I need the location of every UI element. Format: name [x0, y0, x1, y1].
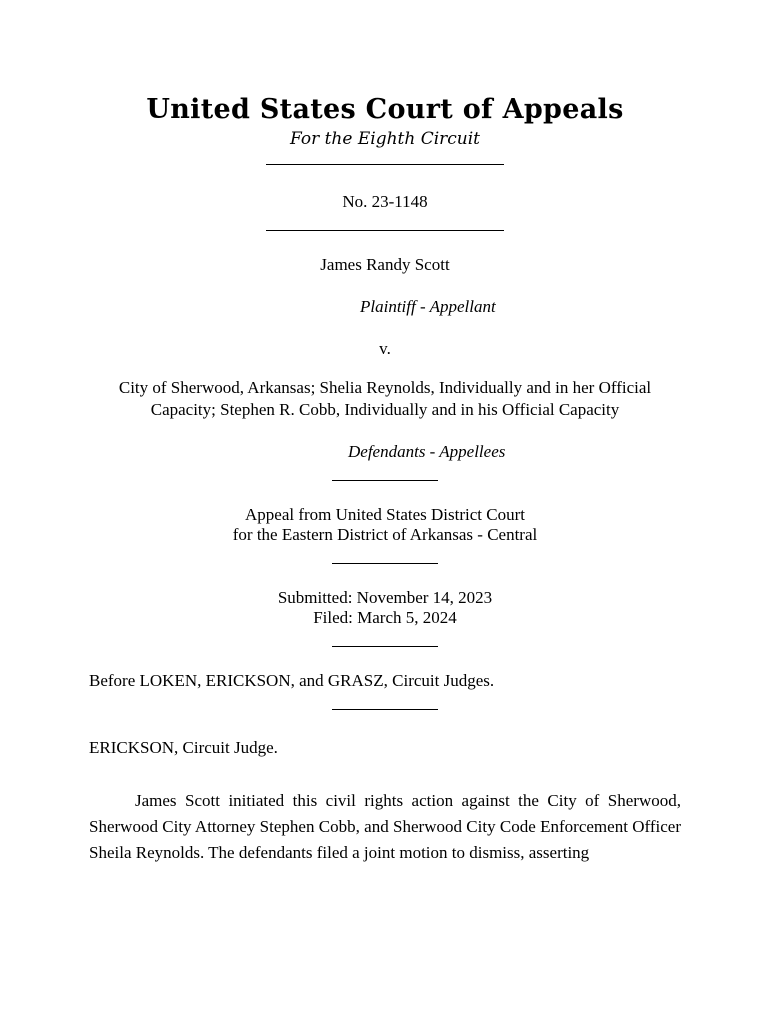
panel-line: Before LOKEN, ERICKSON, and GRASZ, Circuit Judges. [89, 671, 495, 690]
case-number: No. 23-1148 [342, 192, 428, 211]
divider [266, 230, 504, 231]
plaintiff-role: Plaintiff - Appellant [360, 297, 496, 316]
divider [332, 709, 438, 710]
filed-date: Filed: March 5, 2024 [313, 608, 457, 627]
author-line: ERICKSON, Circuit Judge. [89, 738, 278, 757]
circuit-subtitle: For the Eighth Circuit [289, 129, 481, 149]
divider [332, 563, 438, 564]
divider [332, 480, 438, 481]
opinion-paragraph: James Scott initiated this civil rights action against the City of Sherwood, Sherwood City Attorney Stephen Cobb, and Sherwood City Code Enforcement Officer Sheila Reynolds. The defendants filed a joint motion to dismiss, asserting [89, 791, 681, 862]
plaintiff-name: James Randy Scott [320, 255, 450, 274]
defendants-line-2: Capacity; Stephen R. Cobb, Individually and in his Official Capacity [150, 400, 620, 419]
submitted-date: Submitted: November 14, 2023 [277, 588, 493, 607]
defendants-role: Defendants - Appellees [348, 442, 506, 461]
defendants-line-1: City of Sherwood, Arkansas; Shelia Reynolds, Individually and in her Official [118, 378, 652, 397]
divider [266, 164, 504, 165]
divider [332, 646, 438, 647]
appeal-line-1: Appeal from United States District Court [245, 505, 525, 524]
court-title: United States Court of Appeals [146, 94, 624, 125]
versus: v. [379, 339, 391, 358]
appeal-line-2: for the Eastern District of Arkansas - Central [232, 525, 538, 544]
